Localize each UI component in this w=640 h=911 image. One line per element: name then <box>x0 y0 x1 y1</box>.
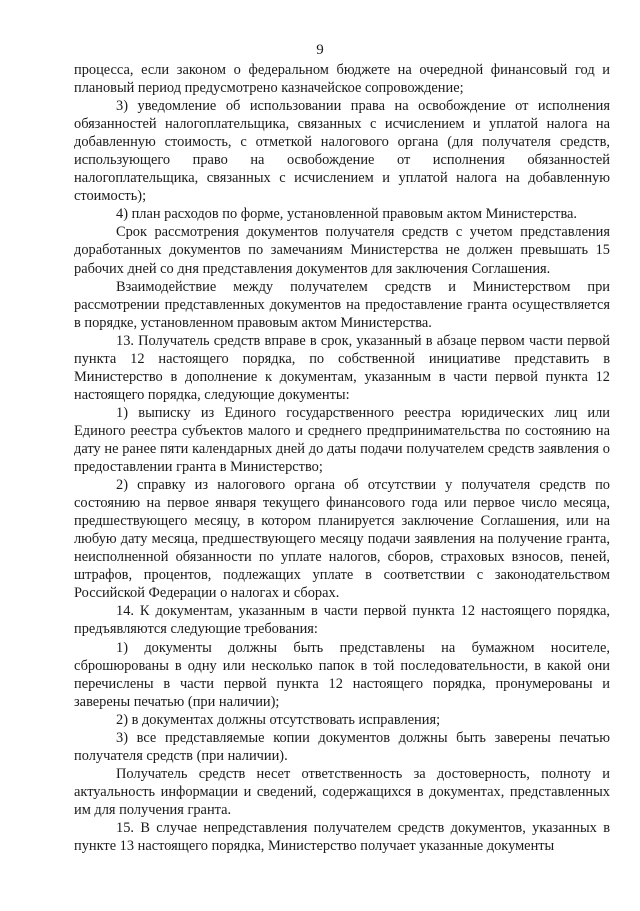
document-body <box>74 61 610 855</box>
paragraph: Получатель средств несет ответственность за достоверность, полноту и актуальность информации и сведений, содержащихся в документах, представленных им для получения гранта. <box>74 765 610 818</box>
paragraph: 3) все представляемые копии документов должны быть заверены печатью получателя средств (при наличии). <box>74 729 610 764</box>
paragraph: 3) уведомление об использовании права на освобождение от исполнения обязанностей налогоплательщика, связанных с исчислением и уплатой налога на добавленную стоимость, с отметкой налогового органа (для получателя средств, использующего право на освобождение от исполнения обязанностей налогоплательщика, связанных с исчислением и уплатой налога на добавленную стоимость); <box>74 98 610 205</box>
paragraph: Взаимодействие между получателем средств и Министерством при рассмотрении представленных документов на предоставление гранта осуществляется в порядке, установленном правовым актом Министерства. <box>74 278 610 331</box>
paragraph: 15. В случае непредставления получателем средств документов, указанных в пункте 13 настоящего порядка, Министерство получает указанные документы <box>74 819 610 855</box>
paragraph: Срок рассмотрения документов получателя средств с учетом представления доработанных документов по замечаниям Министерства не должен превышать 15 рабочих дней со дня представления документов для заключения Соглашения. <box>74 224 610 277</box>
paragraph: 1) выписку из Единого государственного реестра юридических лиц или Единого реестра субъектов малого и среднего предпринимательства по состоянию на дату не ранее пяти календарных дней до даты подачи получателем средств заявления о предоставлении гранта в Министерство; <box>74 404 610 476</box>
paragraph: 2) в документах должны отсутствовать исправления; <box>116 711 441 728</box>
paragraph: 13. Получатель средств вправе в срок, указанный в абзаце первом части первой пункта 12 настоящего порядка, по собственной инициативе представить в Министерство в дополнение к документам, указанным в части первой пункта 12 настоящего порядка, следующие документы: <box>74 332 610 403</box>
paragraph: 14. К документам, указанным в части первой пункта 12 настоящего порядка, предъявляются следующие требования: <box>74 603 610 638</box>
paragraph: 1) документы должны быть представлены на бумажном носителе, сброшюрованы в одну или несколько папок в той последовательности, в какой они перечислены в части первой пункта 12 настоящего порядка, пронумерованы и заверены печатью (при наличии); <box>74 639 610 710</box>
paragraph: процесса, если законом о федеральном бюджете на очередной финансовый год и плановый период предусмотрено казначейское сопровождение; <box>74 62 610 97</box>
page-number: 9 <box>316 42 324 58</box>
paragraph: 2) справку из налогового органа об отсутствии у получателя средств по состоянию на первое января текущего финансового года или первое число месяца, предшествующего месяцу, в котором планируется заключение Соглашения, или на любую дату месяца, предшествующего месяцу подачи заявления на получение гранта, неисполненной обязанности по уплате налогов, сборов, страховых взносов, пеней, штрафов, процентов, подлежащих уплате в соответствии с законодательством Российской Федерации о налогах и сборах. <box>74 477 610 602</box>
paragraph: 4) план расходов по форме, установленной правовым актом Министерства. <box>116 206 578 223</box>
